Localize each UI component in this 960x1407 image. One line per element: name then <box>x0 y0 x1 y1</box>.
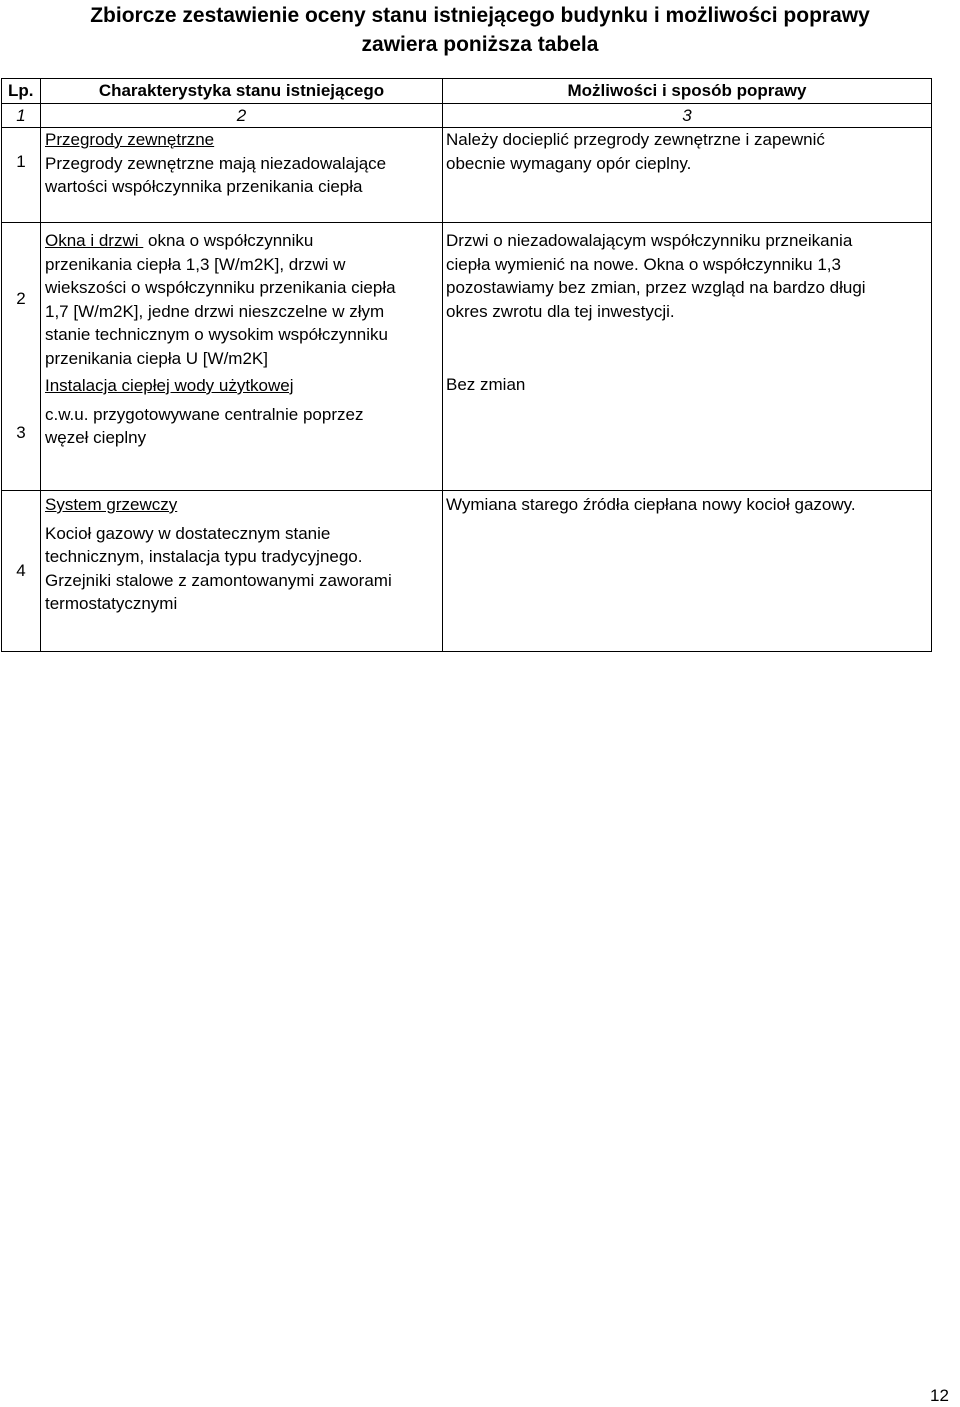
row-text-line: przenikania ciepła U [W/m2K] <box>45 348 268 368</box>
header-characteristics: Charakterystyka stanu istniejącego <box>41 79 443 104</box>
column-number-2: 2 <box>41 103 443 128</box>
title-line-1: Zbiorcze zestawienie oceny stanu istniejącego budynku i możliwości poprawy <box>90 4 870 27</box>
row-lp <box>2 223 41 491</box>
improvement-line: Drzwi o niezadowalającym współczynniku przneikania <box>446 231 853 250</box>
improvement-line: Wymiana starego źródła ciepłana nowy kocioł gazowy. <box>446 495 856 514</box>
row-lp <box>2 491 41 652</box>
row-characteristics <box>41 128 443 223</box>
row-lp-value: 3 <box>16 423 26 442</box>
row-text-line: stanie technicznym o wysokim współczynniku <box>45 325 388 344</box>
table-row <box>2 128 932 223</box>
improvement-line: ciepła wymienić na nowe. Okna o współczynniku 1,3 <box>446 254 841 274</box>
title-line-2: zawiera poniższa tabela <box>361 33 599 56</box>
table-header-row <box>2 79 932 104</box>
assessment-table <box>1 78 932 652</box>
improvement-line: obecnie wymagany opór cieplny. <box>446 153 692 173</box>
header-improvements: Możliwości i sposób poprawy <box>443 79 932 104</box>
row-text-line: przenikania ciepła 1,3 [W/m2K], drzwi w <box>45 254 346 274</box>
row-text-line: 1,7 [W/m2K], jedne drzwi nieszczelne w złym <box>45 301 385 321</box>
table-row <box>2 223 932 491</box>
row-lp-value: 4 <box>16 561 26 581</box>
page-title <box>0 0 960 59</box>
row-heading: Przegrody zewnętrzne <box>45 130 215 149</box>
header-lp: Lp. <box>2 79 41 104</box>
row-text-line: c.w.u. przygotowywane centralnie poprzez <box>45 404 364 424</box>
row-lp-value: 2 <box>16 289 26 308</box>
row-text-line: Kocioł gazowy w dostatecznym stanie <box>45 523 331 543</box>
row-improvements <box>443 128 932 223</box>
row-text-line: wiekszości o współczynniku przenikania ciepła <box>45 278 396 297</box>
row-text-line: technicznym, instalacja typu tradycyjnego. <box>45 547 363 566</box>
improvement-line: Należy docieplić przegrody zewnętrzne i zapewnić <box>446 130 825 149</box>
column-number-1: 1 <box>2 103 41 128</box>
page-number: 12 <box>930 1386 949 1405</box>
row-text-line: termostatycznymi <box>45 594 178 613</box>
improvement-line: okres zwrotu dla tej inwestycji. <box>446 301 675 321</box>
row-text-line: węzeł cieplny <box>45 428 147 447</box>
row-characteristics <box>41 491 443 652</box>
row-heading: System grzewczy <box>45 495 178 514</box>
table-row <box>2 491 932 652</box>
column-number-3: 3 <box>443 103 932 128</box>
row-characteristics <box>41 223 443 491</box>
row-lp-value: 1 <box>16 152 26 171</box>
row-text-line: Grzejniki stalowe z zamontowanymi zaworami <box>45 570 392 590</box>
improvement-line: Bez zmian <box>446 375 526 394</box>
column-number-row <box>2 103 932 128</box>
row-improvements <box>443 223 932 491</box>
row-heading: Instalacja ciepłej wody użytkowej <box>45 376 294 395</box>
row-improvements <box>443 491 932 652</box>
row-text-line: okna o współczynniku <box>148 231 314 250</box>
row-heading: Okna i drzwi <box>45 231 139 250</box>
row-text-line: Przegrody zewnętrzne mają niezadowalające <box>45 153 387 173</box>
row-lp <box>2 128 41 223</box>
row-text-line: wartości współczynnika przenikania ciepła <box>45 177 363 196</box>
improvement-line: pozostawiamy bez zmian, przez wzgląd na bardzo długi <box>446 278 866 297</box>
